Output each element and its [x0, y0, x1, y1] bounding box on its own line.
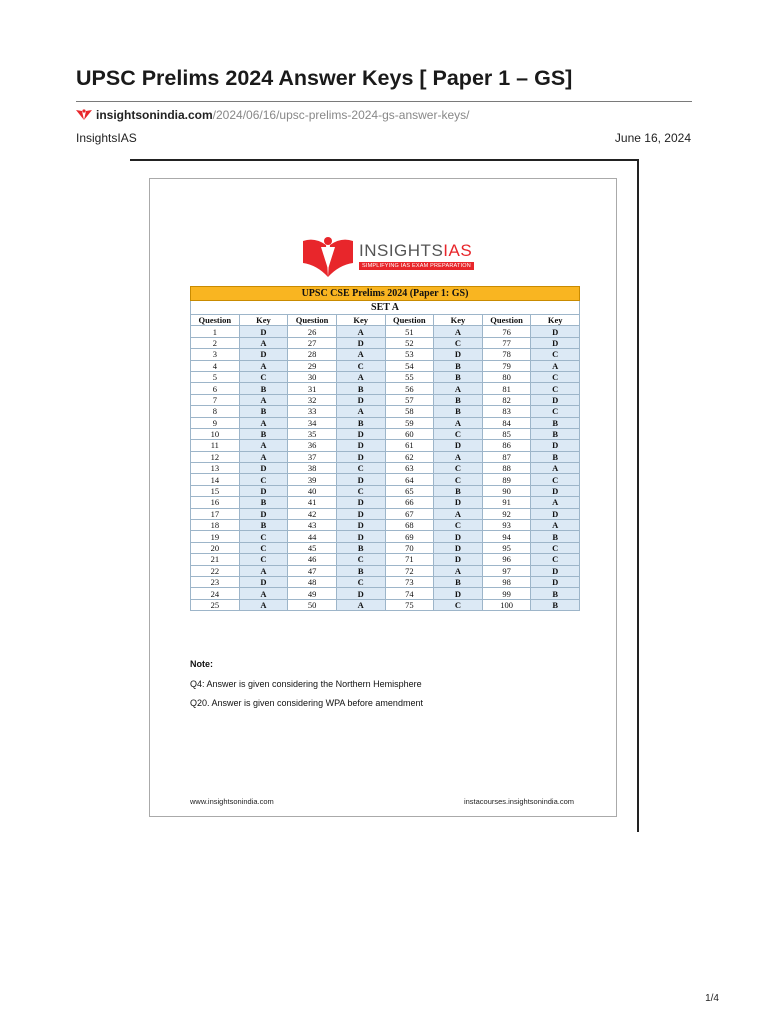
question-number-cell: 38	[288, 463, 337, 474]
answer-key-cell: C	[434, 599, 483, 610]
answer-key-cell: D	[434, 497, 483, 508]
answer-key-cell: A	[531, 360, 580, 371]
question-number-cell: 14	[191, 474, 240, 485]
answer-key-cell: A	[434, 565, 483, 576]
answer-key-cell: B	[239, 497, 288, 508]
answer-key-cell: B	[531, 599, 580, 610]
question-number-cell: 60	[385, 428, 434, 439]
question-number-cell: 25	[191, 599, 240, 610]
question-number-cell: 81	[482, 383, 531, 394]
answer-key-cell: D	[531, 485, 580, 496]
question-number-cell: 1	[191, 326, 240, 337]
author: InsightsIAS	[76, 131, 137, 145]
answer-key-cell: C	[531, 474, 580, 485]
answer-key-cell: B	[239, 406, 288, 417]
question-number-cell: 84	[482, 417, 531, 428]
answer-key-cell: C	[239, 474, 288, 485]
question-number-cell: 78	[482, 349, 531, 360]
question-number-cell: 49	[288, 588, 337, 599]
question-number-cell: 3	[191, 349, 240, 360]
question-number-cell: 20	[191, 542, 240, 553]
answer-key-cell: D	[239, 485, 288, 496]
question-number-cell: 98	[482, 576, 531, 587]
answer-key-cell: C	[239, 554, 288, 565]
answer-key-cell: A	[239, 565, 288, 576]
question-number-cell: 11	[191, 440, 240, 451]
answer-key-cell: D	[239, 349, 288, 360]
question-number-cell: 85	[482, 428, 531, 439]
answer-key-cell: C	[434, 520, 483, 531]
brand-prefix: INSIGHTS	[359, 241, 444, 260]
answer-key-cell: D	[239, 576, 288, 587]
page-title: UPSC Prelims 2024 Answer Keys [ Paper 1 – GS]	[76, 66, 573, 90]
answer-key-cell: C	[531, 542, 580, 553]
answer-key-cell: A	[239, 599, 288, 610]
answer-key-cell: C	[336, 463, 385, 474]
answer-key-cell: D	[336, 451, 385, 462]
question-number-cell: 68	[385, 520, 434, 531]
title-divider	[76, 101, 692, 102]
table-row	[191, 349, 580, 360]
document-frame-top	[130, 159, 638, 161]
column-header: Question	[385, 315, 434, 326]
question-number-cell: 100	[482, 599, 531, 610]
answer-key-cell: C	[434, 337, 483, 348]
question-number-cell: 22	[191, 565, 240, 576]
column-header: Key	[239, 315, 288, 326]
answer-key-cell: B	[336, 383, 385, 394]
source-link[interactable]	[76, 108, 469, 122]
question-number-cell: 70	[385, 542, 434, 553]
question-number-cell: 65	[385, 485, 434, 496]
answer-key-cell: C	[531, 406, 580, 417]
question-number-cell: 89	[482, 474, 531, 485]
answer-key-cell: A	[434, 417, 483, 428]
question-number-cell: 7	[191, 394, 240, 405]
question-number-cell: 31	[288, 383, 337, 394]
answer-key-cell: B	[531, 417, 580, 428]
question-number-cell: 64	[385, 474, 434, 485]
question-number-cell: 66	[385, 497, 434, 508]
answer-key-cell: A	[531, 497, 580, 508]
question-number-cell: 43	[288, 520, 337, 531]
answer-key-cell: C	[336, 360, 385, 371]
answer-key-cell: A	[434, 451, 483, 462]
table-row	[191, 326, 580, 337]
table-row	[191, 394, 580, 405]
brand-tagline: SIMPLIFYING IAS EXAM PREPARATION	[359, 262, 474, 270]
answer-key-cell: D	[434, 554, 483, 565]
answer-key-cell: A	[239, 394, 288, 405]
question-number-cell: 26	[288, 326, 337, 337]
question-number-cell: 92	[482, 508, 531, 519]
column-header: Question	[191, 315, 240, 326]
answer-key-cell: A	[336, 349, 385, 360]
answer-key-table	[190, 286, 580, 611]
answer-key-cell: D	[434, 531, 483, 542]
question-number-cell: 97	[482, 565, 531, 576]
question-number-cell: 94	[482, 531, 531, 542]
page-number: 1/4	[705, 993, 719, 1004]
answer-key-cell: A	[239, 440, 288, 451]
answer-key-cell: A	[434, 383, 483, 394]
insightsias-logo	[301, 235, 474, 279]
answer-key-cell: D	[336, 497, 385, 508]
question-number-cell: 42	[288, 508, 337, 519]
answer-key-cell: D	[434, 349, 483, 360]
table-row	[191, 565, 580, 576]
question-number-cell: 61	[385, 440, 434, 451]
table-row	[191, 337, 580, 348]
question-number-cell: 90	[482, 485, 531, 496]
table-body	[191, 326, 580, 611]
answer-key-cell: D	[336, 520, 385, 531]
footer-courses-site: instacourses.insightsonindia.com	[463, 797, 574, 806]
question-number-cell: 56	[385, 383, 434, 394]
question-number-cell: 15	[191, 485, 240, 496]
question-number-cell: 50	[288, 599, 337, 610]
answer-key-cell: A	[531, 520, 580, 531]
answer-key-cell: B	[434, 394, 483, 405]
table-row	[191, 417, 580, 428]
answer-key-cell: B	[531, 428, 580, 439]
question-number-cell: 36	[288, 440, 337, 451]
answer-key-cell: A	[336, 599, 385, 610]
answer-key-cell: D	[336, 474, 385, 485]
question-number-cell: 46	[288, 554, 337, 565]
insights-logo-icon	[76, 109, 92, 121]
question-number-cell: 32	[288, 394, 337, 405]
table-row	[191, 508, 580, 519]
question-number-cell: 48	[288, 576, 337, 587]
answer-key-cell: D	[336, 394, 385, 405]
question-number-cell: 62	[385, 451, 434, 462]
footer-website: www.insightsonindia.com	[190, 797, 274, 806]
answer-key-cell: A	[531, 463, 580, 474]
table-row	[191, 428, 580, 439]
answer-key-cell: D	[336, 588, 385, 599]
note-section	[190, 659, 423, 717]
answer-key-cell: D	[336, 428, 385, 439]
answer-key-cell: B	[531, 451, 580, 462]
table-row	[191, 371, 580, 382]
brand-suffix: IAS	[443, 241, 473, 260]
answer-key-cell: C	[434, 463, 483, 474]
source-path[interactable]: /2024/06/16/upsc-prelims-2024-gs-answer-keys/	[212, 108, 470, 122]
table-row	[191, 383, 580, 394]
answer-key-cell: D	[531, 394, 580, 405]
question-number-cell: 8	[191, 406, 240, 417]
table-row	[191, 485, 580, 496]
question-number-cell: 55	[385, 371, 434, 382]
column-header: Key	[434, 315, 483, 326]
question-number-cell: 16	[191, 497, 240, 508]
answer-key-cell: B	[434, 576, 483, 587]
answer-key-cell: B	[434, 371, 483, 382]
table-row	[191, 451, 580, 462]
answer-key-cell: B	[531, 531, 580, 542]
answer-key-cell: D	[531, 440, 580, 451]
question-number-cell: 54	[385, 360, 434, 371]
answer-key-cell: D	[239, 326, 288, 337]
answer-key-cell: C	[531, 554, 580, 565]
question-number-cell: 59	[385, 417, 434, 428]
question-number-cell: 51	[385, 326, 434, 337]
table-set: SET A	[191, 301, 580, 315]
table-row	[191, 599, 580, 610]
table-row	[191, 463, 580, 474]
question-number-cell: 17	[191, 508, 240, 519]
answer-key-cell: A	[336, 326, 385, 337]
answer-key-cell: C	[239, 531, 288, 542]
answer-key-cell: D	[336, 440, 385, 451]
answer-key-cell: D	[531, 576, 580, 587]
question-number-cell: 95	[482, 542, 531, 553]
question-number-cell: 33	[288, 406, 337, 417]
answer-key-cell: A	[239, 451, 288, 462]
answer-key-cell: B	[434, 406, 483, 417]
answer-key-cell: C	[531, 349, 580, 360]
note-line: Q20. Answer is given considering WPA before amendment	[190, 698, 423, 708]
answer-key-cell: C	[434, 428, 483, 439]
column-header: Question	[482, 315, 531, 326]
answer-key-cell: D	[531, 508, 580, 519]
question-number-cell: 40	[288, 485, 337, 496]
question-number-cell: 73	[385, 576, 434, 587]
question-number-cell: 71	[385, 554, 434, 565]
question-number-cell: 24	[191, 588, 240, 599]
answer-key-cell: A	[239, 588, 288, 599]
question-number-cell: 45	[288, 542, 337, 553]
column-header-row	[191, 315, 580, 326]
answer-key-cell: C	[336, 576, 385, 587]
answer-key-cell: C	[239, 542, 288, 553]
question-number-cell: 2	[191, 337, 240, 348]
table-row	[191, 542, 580, 553]
question-number-cell: 93	[482, 520, 531, 531]
answer-key-cell: C	[531, 383, 580, 394]
question-number-cell: 5	[191, 371, 240, 382]
answer-key-cell: D	[434, 440, 483, 451]
answer-key-cell: D	[531, 337, 580, 348]
answer-key-cell: A	[239, 360, 288, 371]
table-title: UPSC CSE Prelims 2024 (Paper 1: GS)	[191, 287, 580, 301]
answer-key-cell: D	[531, 326, 580, 337]
table-row	[191, 520, 580, 531]
question-number-cell: 13	[191, 463, 240, 474]
question-number-cell: 82	[482, 394, 531, 405]
answer-key-cell: A	[434, 326, 483, 337]
answer-key-cell: D	[434, 542, 483, 553]
question-number-cell: 87	[482, 451, 531, 462]
answer-key-cell: C	[336, 485, 385, 496]
answer-key-cell: C	[239, 371, 288, 382]
column-header: Question	[288, 315, 337, 326]
question-number-cell: 21	[191, 554, 240, 565]
question-number-cell: 75	[385, 599, 434, 610]
note-title: Note:	[190, 659, 213, 669]
answer-key-cell: A	[239, 337, 288, 348]
question-number-cell: 10	[191, 428, 240, 439]
table-row	[191, 588, 580, 599]
answer-key-cell: A	[336, 406, 385, 417]
question-number-cell: 58	[385, 406, 434, 417]
question-number-cell: 53	[385, 349, 434, 360]
question-number-cell: 57	[385, 394, 434, 405]
document-frame-right	[637, 159, 639, 832]
table-row	[191, 554, 580, 565]
column-header: Key	[336, 315, 385, 326]
answer-key-cell: D	[336, 531, 385, 542]
question-number-cell: 47	[288, 565, 337, 576]
answer-key-cell: B	[434, 360, 483, 371]
question-number-cell: 76	[482, 326, 531, 337]
question-number-cell: 4	[191, 360, 240, 371]
answer-key-cell: B	[239, 383, 288, 394]
question-number-cell: 52	[385, 337, 434, 348]
question-number-cell: 30	[288, 371, 337, 382]
answer-key-cell: C	[434, 474, 483, 485]
question-number-cell: 83	[482, 406, 531, 417]
answer-key-sheet	[149, 178, 617, 817]
answer-key-cell: B	[336, 565, 385, 576]
question-number-cell: 69	[385, 531, 434, 542]
question-number-cell: 29	[288, 360, 337, 371]
table-row	[191, 440, 580, 451]
question-number-cell: 88	[482, 463, 531, 474]
question-number-cell: 18	[191, 520, 240, 531]
question-number-cell: 67	[385, 508, 434, 519]
answer-key-cell: B	[336, 542, 385, 553]
publish-date: June 16, 2024	[614, 131, 691, 145]
answer-key-cell: D	[239, 463, 288, 474]
question-number-cell: 72	[385, 565, 434, 576]
answer-key-cell: D	[239, 508, 288, 519]
question-number-cell: 28	[288, 349, 337, 360]
answer-key-cell: B	[239, 428, 288, 439]
source-domain[interactable]: insightsonindia.com	[96, 108, 213, 122]
question-number-cell: 34	[288, 417, 337, 428]
question-number-cell: 19	[191, 531, 240, 542]
answer-key-cell: C	[336, 554, 385, 565]
question-number-cell: 86	[482, 440, 531, 451]
question-number-cell: 9	[191, 417, 240, 428]
question-number-cell: 39	[288, 474, 337, 485]
question-number-cell: 63	[385, 463, 434, 474]
answer-key-cell: D	[531, 565, 580, 576]
question-number-cell: 44	[288, 531, 337, 542]
table-row	[191, 497, 580, 508]
answer-key-cell: D	[336, 508, 385, 519]
question-number-cell: 96	[482, 554, 531, 565]
question-number-cell: 23	[191, 576, 240, 587]
answer-key-cell: B	[336, 417, 385, 428]
table-row	[191, 360, 580, 371]
question-number-cell: 80	[482, 371, 531, 382]
answer-key-cell: A	[434, 508, 483, 519]
question-number-cell: 77	[482, 337, 531, 348]
question-number-cell: 27	[288, 337, 337, 348]
question-number-cell: 37	[288, 451, 337, 462]
question-number-cell: 41	[288, 497, 337, 508]
answer-key-cell: D	[434, 588, 483, 599]
table-row	[191, 531, 580, 542]
question-number-cell: 6	[191, 383, 240, 394]
answer-key-cell: D	[336, 337, 385, 348]
answer-key-cell: A	[239, 417, 288, 428]
question-number-cell: 35	[288, 428, 337, 439]
answer-key-cell: B	[239, 520, 288, 531]
table-row	[191, 406, 580, 417]
answer-key-cell: A	[336, 371, 385, 382]
table-row	[191, 474, 580, 485]
answer-key-cell: B	[531, 588, 580, 599]
question-number-cell: 91	[482, 497, 531, 508]
question-number-cell: 99	[482, 588, 531, 599]
column-header: Key	[531, 315, 580, 326]
note-line: Q4: Answer is given considering the Northern Hemisphere	[190, 679, 422, 689]
question-number-cell: 79	[482, 360, 531, 371]
question-number-cell: 74	[385, 588, 434, 599]
book-person-icon	[301, 235, 355, 279]
answer-key-cell: B	[434, 485, 483, 496]
answer-key-cell: C	[531, 371, 580, 382]
question-number-cell: 12	[191, 451, 240, 462]
table-row	[191, 576, 580, 587]
